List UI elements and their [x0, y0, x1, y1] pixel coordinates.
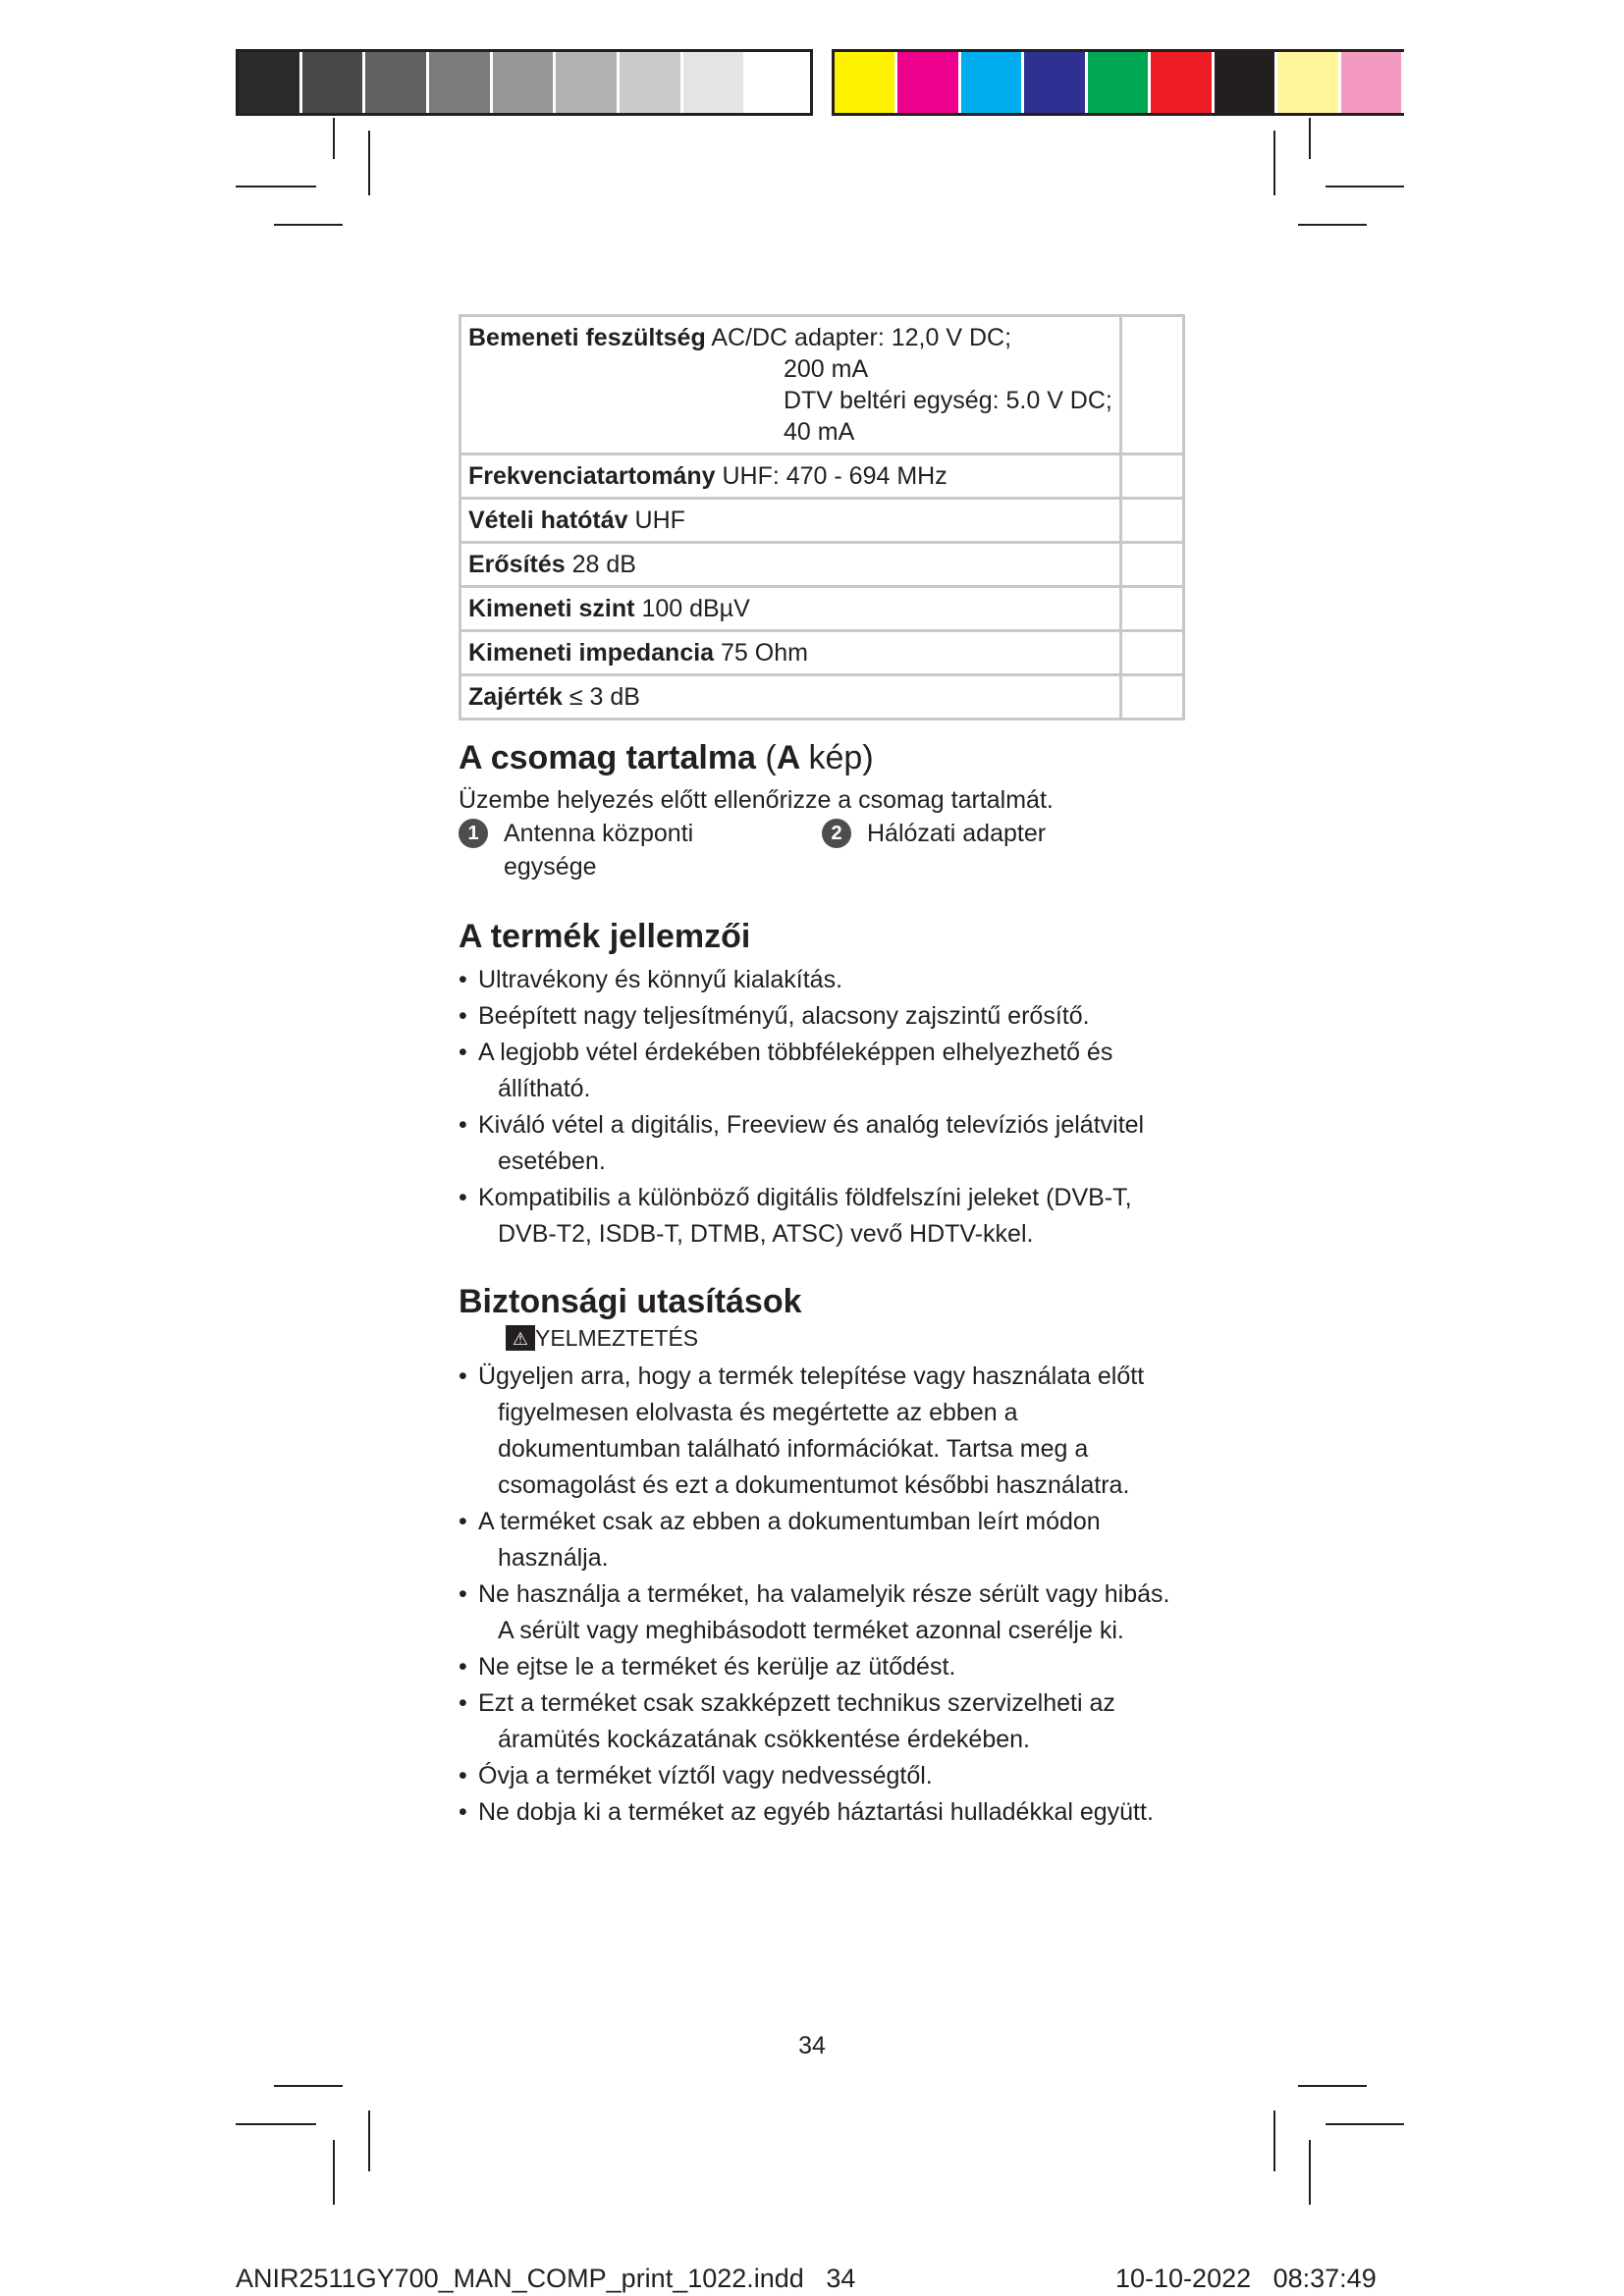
- spec-row: [460, 316, 1184, 454]
- footer-file-info: ANIR2511GY700_MAN_COMP_print_1022.indd 34: [236, 2264, 856, 2293]
- list-item: • A legjobb vétel érdekében többféleképpen elhelyezhető és állítható.: [459, 1035, 1185, 1107]
- list-item: • Ne dobja ki a terméket az egyéb háztartási hulladékkal együtt.: [459, 1794, 1185, 1831]
- safety-list: [459, 1359, 1185, 1831]
- features-list: [459, 962, 1185, 1253]
- package-intro: Üzembe helyezés előtt ellenőrizze a csomag tartalmát.: [459, 786, 1054, 814]
- spec-row: [460, 454, 1184, 499]
- spec-cell: [1120, 587, 1183, 631]
- crop-mark: [1309, 2140, 1311, 2205]
- crop-mark: [1309, 118, 1311, 159]
- spec-label: Kimeneti szint: [468, 595, 635, 622]
- crop-mark: [1326, 186, 1404, 187]
- warning-label: YELMEZTETÉS: [535, 1325, 699, 1351]
- gray-swatch: [302, 52, 366, 113]
- spec-cell: [460, 675, 1121, 720]
- spec-value: UHF: [634, 507, 685, 534]
- gray-swatch: [239, 52, 302, 113]
- spec-value: ≤ 3 dB: [568, 683, 640, 711]
- color-swatch: [1088, 52, 1151, 113]
- crop-mark: [1298, 224, 1367, 226]
- spec-label: Zajérték: [468, 683, 563, 711]
- spec-row: [460, 675, 1184, 720]
- spec-value: 28 dB: [571, 551, 636, 578]
- package-contents: [459, 817, 1185, 883]
- list-item: • Ügyeljen arra, hogy a termék telepítése vagy használata előtt figyelmesen elolvasta és megértette az ebben a dokumentumban található információkat. Tartsa meg a csomagolást és ezt a dokumentumot későbbi használatra.: [459, 1359, 1185, 1504]
- spec-value-stack: [784, 353, 1112, 448]
- list-item: • Ne ejtse le a terméket és kerülje az ütődést.: [459, 1649, 1185, 1685]
- spec-row: [460, 499, 1184, 543]
- color-swatch: [1341, 52, 1404, 113]
- spec-label: Vételi hatótáv: [468, 507, 628, 534]
- spec-cell: [1120, 543, 1183, 587]
- spec-cell: [1120, 316, 1183, 454]
- spec-label: Kimeneti impedancia: [468, 639, 715, 667]
- spec-value: 40 mA: [784, 418, 855, 446]
- footer-timestamp: 10-10-2022 08:37:49: [1115, 2264, 1377, 2293]
- list-item: [459, 817, 822, 883]
- safety-heading: Biztonsági utasítások: [459, 1283, 802, 1320]
- cmyk-color-bar: [832, 49, 1404, 116]
- crop-mark: [1273, 131, 1275, 195]
- package-item-text: Hálózati adapter: [867, 820, 1047, 847]
- spec-row: [460, 543, 1184, 587]
- spec-row: [460, 631, 1184, 675]
- crop-mark: [1326, 2123, 1404, 2125]
- spec-cell: [1120, 675, 1183, 720]
- crop-mark: [274, 2085, 343, 2087]
- spec-value: DTV beltéri egység: 5.0 V DC;: [784, 387, 1112, 414]
- list-item: • Ultravékony és könnyű kialakítás.: [459, 962, 1185, 998]
- list-item: • A terméket csak az ebben a dokumentumban leírt módon használja.: [459, 1504, 1185, 1576]
- page-content: [459, 314, 1185, 1831]
- gray-swatch: [493, 52, 557, 113]
- list-item: • Kiváló vétel a digitális, Freeview és analóg televíziós jelátvitel esetében.: [459, 1107, 1185, 1180]
- spec-table: [459, 314, 1185, 721]
- spec-value: 75 Ohm: [721, 639, 808, 667]
- gray-swatch: [683, 52, 747, 113]
- crop-mark: [236, 186, 316, 187]
- spec-value: 200 mA: [784, 355, 869, 383]
- page-number: 34: [798, 2032, 826, 2059]
- crop-mark: [368, 2110, 370, 2171]
- color-swatch: [897, 52, 960, 113]
- crop-mark: [274, 224, 343, 226]
- spec-value: AC/DC adapter: 12,0 V DC;: [711, 324, 1012, 351]
- list-item: • Óvja a terméket víztől vagy nedvességtől.: [459, 1758, 1185, 1794]
- crop-mark: [368, 131, 370, 195]
- spec-cell: [1120, 499, 1183, 543]
- spec-cell: [1120, 454, 1183, 499]
- spec-row: [460, 587, 1184, 631]
- spec-cell: [460, 499, 1121, 543]
- crop-mark: [1273, 2110, 1275, 2171]
- spec-cell: [460, 316, 1121, 454]
- grayscale-color-bar: [236, 49, 813, 116]
- list-item: • Ezt a terméket csak szakképzett technikus szervizelheti az áramütés kockázatának csökkentése érdekében.: [459, 1685, 1185, 1758]
- spec-value: UHF: 470 - 694 MHz: [722, 462, 947, 490]
- features-heading: A termék jellemzői: [459, 918, 751, 955]
- package-item-text: Antenna központi egysége: [504, 820, 694, 881]
- spec-cell: [460, 631, 1121, 675]
- number-badge: 2: [822, 819, 851, 848]
- package-heading: [459, 738, 1185, 777]
- color-swatch: [1151, 52, 1214, 113]
- spec-cell: [460, 543, 1121, 587]
- list-item: [822, 817, 1185, 883]
- package-title: A csomag tartalma: [459, 739, 756, 776]
- gray-swatch: [746, 52, 810, 113]
- package-ref-word: kép): [808, 739, 874, 776]
- number-badge: 1: [459, 819, 488, 848]
- spec-cell: [460, 454, 1121, 499]
- warning-label-row: [506, 1321, 1185, 1355]
- list-item: • Kompatibilis a különböző digitális földfelszíni jeleket (DVB-T, DVB-T2, ISDB-T, DTMB, ATSC) vevő HDTV-kkel.: [459, 1180, 1185, 1253]
- crop-mark: [333, 2140, 335, 2205]
- color-swatch: [1024, 52, 1087, 113]
- list-item: • Beépített nagy teljesítményű, alacsony zajszintű erősítő.: [459, 998, 1185, 1035]
- spec-value: 100 dBµV: [641, 595, 750, 622]
- list-item: • Ne használja a terméket, ha valamelyik része sérült vagy hibás. A sérült vagy meghibásodott terméket azonnal cserélje ki.: [459, 1576, 1185, 1649]
- crop-mark: [333, 118, 335, 159]
- color-swatch: [1277, 52, 1340, 113]
- crop-mark: [1298, 2085, 1367, 2087]
- gray-swatch: [429, 52, 493, 113]
- warning-triangle-icon: ⚠: [506, 1325, 535, 1351]
- color-swatch: [835, 52, 897, 113]
- gray-swatch: [556, 52, 620, 113]
- spec-label: Erősítés: [468, 551, 566, 578]
- gray-swatch: [365, 52, 429, 113]
- spec-label: Frekvenciatartomány: [468, 462, 716, 490]
- crop-mark: [236, 2123, 316, 2125]
- package-ref: A: [776, 739, 800, 776]
- spec-cell: [460, 587, 1121, 631]
- package-paren: (: [765, 739, 777, 776]
- spec-label: Bemeneti feszültség: [468, 324, 706, 351]
- color-swatch: [961, 52, 1024, 113]
- gray-swatch: [620, 52, 683, 113]
- spec-cell: [1120, 631, 1183, 675]
- color-swatch: [1215, 52, 1277, 113]
